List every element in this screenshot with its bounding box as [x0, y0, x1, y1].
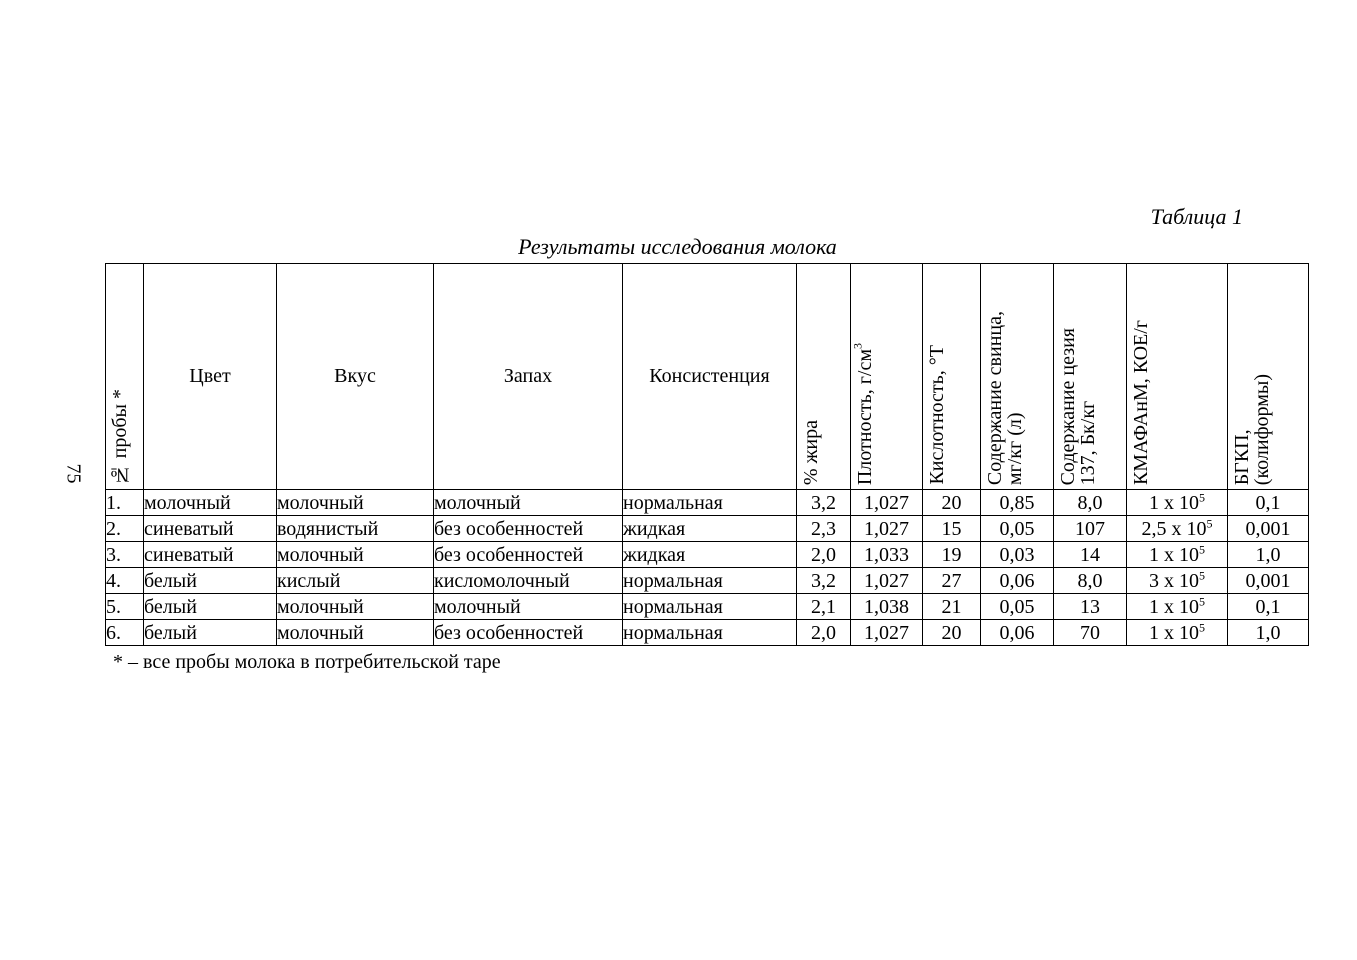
- header-smell: Запах: [434, 264, 623, 490]
- cell-acidity: 20: [923, 490, 981, 516]
- footnote: * – все пробы молока в потребительской таре: [113, 651, 501, 673]
- cell-color: синеватый: [144, 542, 277, 568]
- cell-lead: 0,06: [981, 620, 1054, 646]
- cell-acidity: 15: [923, 516, 981, 542]
- cell-cesium: 107: [1054, 516, 1127, 542]
- cell-density: 1,027: [851, 620, 923, 646]
- cell-smell: без особенностей: [434, 542, 623, 568]
- cell-taste: молочный: [277, 594, 434, 620]
- header-consistency: Консистенция: [623, 264, 797, 490]
- cell-color: молочный: [144, 490, 277, 516]
- cell-bgkp: 1,0: [1228, 542, 1309, 568]
- cell-bgkp: 0,1: [1228, 594, 1309, 620]
- header-density: Плотность, $г/см^3$: [851, 264, 923, 490]
- header-acidity: Кислотность, °Т: [923, 264, 981, 490]
- table-title: Результаты исследования молока: [518, 234, 837, 259]
- cell-fat: 2,3: [797, 516, 851, 542]
- header-taste: Вкус: [277, 264, 434, 490]
- cell-kmafanm: 3 х $10^5$: [1127, 568, 1228, 594]
- page-number: 75: [62, 463, 85, 484]
- cell-lead: 0,05: [981, 594, 1054, 620]
- cell-kmafanm: 2,5 х $10^5$: [1127, 516, 1228, 542]
- cell-kmafanm: 1 х $10^5$: [1127, 594, 1228, 620]
- table-row: [106, 490, 1309, 516]
- cell-consistency: нормальная: [623, 568, 797, 594]
- cell-sample-number: 6.: [106, 620, 144, 646]
- cell-color: белый: [144, 620, 277, 646]
- cell-cesium: 14: [1054, 542, 1127, 568]
- cell-fat: 2,1: [797, 594, 851, 620]
- cell-lead: 0,05: [981, 516, 1054, 542]
- cell-kmafanm: 1 х $10^5$: [1127, 620, 1228, 646]
- cell-consistency: жидкая: [623, 542, 797, 568]
- header-sample-number: № пробы *: [106, 264, 144, 490]
- cell-cesium: 70: [1054, 620, 1127, 646]
- cell-cesium: 8,0: [1054, 490, 1127, 516]
- table-label: Таблица 1: [1150, 204, 1243, 229]
- header-lead: Содержание свинца, мг/кг (л): [981, 264, 1054, 490]
- cell-bgkp: 0,1: [1228, 490, 1309, 516]
- header-bgkp: БГКП, (колиформы): [1228, 264, 1309, 490]
- cell-density: 1,027: [851, 516, 923, 542]
- cell-cesium: 8,0: [1054, 568, 1127, 594]
- cell-lead: 0,85: [981, 490, 1054, 516]
- cell-bgkp: 0,001: [1228, 516, 1309, 542]
- cell-color: белый: [144, 594, 277, 620]
- cell-lead: 0,06: [981, 568, 1054, 594]
- cell-sample-number: 2.: [106, 516, 144, 542]
- cell-kmafanm: 1 х $10^5$: [1127, 490, 1228, 516]
- cell-color: белый: [144, 568, 277, 594]
- cell-smell: молочный: [434, 594, 623, 620]
- header-fat: % жира: [797, 264, 851, 490]
- table-row: [106, 594, 1309, 620]
- cell-smell: без особенностей: [434, 516, 623, 542]
- cell-consistency: жидкая: [623, 516, 797, 542]
- cell-taste: кислый: [277, 568, 434, 594]
- cell-fat: 3,2: [797, 490, 851, 516]
- cell-acidity: 19: [923, 542, 981, 568]
- cell-acidity: 21: [923, 594, 981, 620]
- cell-smell: молочный: [434, 490, 623, 516]
- cell-fat: 2,0: [797, 620, 851, 646]
- header-row: [106, 264, 1309, 490]
- header-kmafanm: КМАФАнМ, КОЕ/г: [1127, 264, 1228, 490]
- table-row: [106, 542, 1309, 568]
- cell-smell: кисломолочный: [434, 568, 623, 594]
- cell-consistency: нормальная: [623, 490, 797, 516]
- cell-sample-number: 1.: [106, 490, 144, 516]
- cell-consistency: нормальная: [623, 620, 797, 646]
- header-color: Цвет: [144, 264, 277, 490]
- table-row: [106, 516, 1309, 542]
- cell-density: 1,038: [851, 594, 923, 620]
- cell-fat: 3,2: [797, 568, 851, 594]
- cell-acidity: 20: [923, 620, 981, 646]
- cell-cesium: 13: [1054, 594, 1127, 620]
- cell-bgkp: 0,001: [1228, 568, 1309, 594]
- table-row: [106, 568, 1309, 594]
- cell-consistency: нормальная: [623, 594, 797, 620]
- cell-density: 1,033: [851, 542, 923, 568]
- cell-color: синеватый: [144, 516, 277, 542]
- cell-sample-number: 5.: [106, 594, 144, 620]
- cell-taste: молочный: [277, 490, 434, 516]
- cell-lead: 0,03: [981, 542, 1054, 568]
- table-row: [106, 620, 1309, 646]
- cell-taste: молочный: [277, 542, 434, 568]
- cell-smell: без особенностей: [434, 620, 623, 646]
- cell-density: 1,027: [851, 568, 923, 594]
- cell-taste: молочный: [277, 620, 434, 646]
- cell-sample-number: 3.: [106, 542, 144, 568]
- cell-sample-number: 4.: [106, 568, 144, 594]
- cell-acidity: 27: [923, 568, 981, 594]
- results-table: [105, 263, 1309, 646]
- cell-bgkp: 1,0: [1228, 620, 1309, 646]
- cell-density: 1,027: [851, 490, 923, 516]
- cell-kmafanm: 1 х $10^5$: [1127, 542, 1228, 568]
- cell-taste: водянистый: [277, 516, 434, 542]
- cell-fat: 2,0: [797, 542, 851, 568]
- header-cesium: Содержание цезия 137, Бк/кг: [1054, 264, 1127, 490]
